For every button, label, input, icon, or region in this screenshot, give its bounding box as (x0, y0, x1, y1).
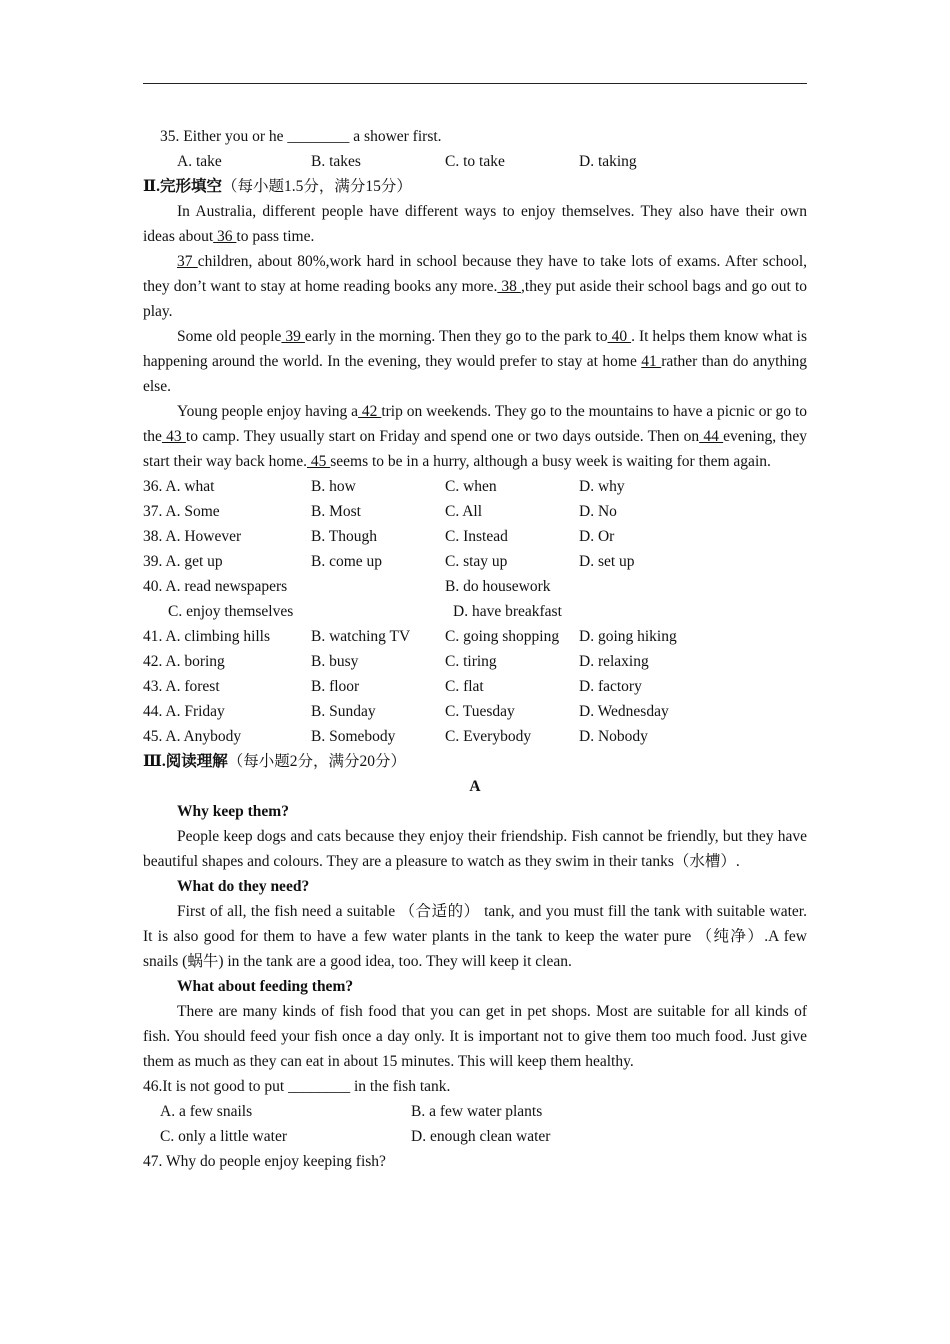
answer-option: 43. A. forest (143, 678, 220, 695)
answer-option: 38. A. However (143, 528, 242, 545)
question-row (143, 524, 807, 549)
answer-option: 36. A. what (143, 478, 215, 495)
passage-text: to pass time. (236, 228, 315, 245)
passage-text: evening, they start their way back home. (143, 428, 808, 470)
blank: 42 (358, 403, 382, 420)
passage-text: seems to be in a hurry, although a busy week is waiting for them again. (330, 453, 771, 470)
answer-option: D. have breakfast (453, 603, 562, 620)
question-row (143, 599, 807, 624)
section2-title: Ⅱ.完形填空 (143, 178, 222, 195)
question-row (143, 499, 807, 524)
answer-option: D. set up (579, 553, 635, 570)
section3-note: （每小题2分，满分20分） (227, 753, 407, 770)
blank: 44 (699, 428, 724, 445)
answer-option: B. floor (311, 678, 360, 695)
paragraph-feeding: There are many kinds of fish food that you can get in pet shops. Most are suitable for all kinds of fish. You should feed your fish once a day only. It is important not to give them too much food. Just give them as much as they can eat in about 15 minutes. This will keep them healthy. (143, 1003, 807, 1070)
q46-option-a: A. a few snails (160, 1103, 253, 1120)
q46-option-b: B. a few water plants (411, 1103, 543, 1120)
answer-option: B. come up (311, 553, 383, 570)
worksheet-page (143, 124, 807, 1174)
q46-option-c: C. only a little water (160, 1128, 287, 1145)
answer-option: 37. A. Some (143, 503, 220, 520)
answer-option: C. All (445, 503, 483, 520)
answer-option: B. Somebody (311, 728, 396, 745)
subheading-feeding: What about feeding them? (177, 978, 354, 995)
section2-note: （每小题1.5分，满分15分） (221, 178, 412, 195)
answer-option: D. No (579, 503, 617, 520)
answer-option: 40. A. read newspapers (143, 578, 288, 595)
answer-option: B. do housework (445, 578, 551, 595)
answer-option: 44. A. Friday (143, 703, 225, 720)
passage-text: early in the morning. Then they go to the park to (304, 328, 608, 345)
passage-label: A (469, 778, 481, 795)
blank: 37 (177, 253, 198, 270)
answer-option: C. Instead (445, 528, 508, 545)
q46-options-row2 (143, 1124, 807, 1149)
question-row (143, 549, 807, 574)
q35-option-b: B. takes (311, 153, 361, 170)
passage-text: Young people enjoy having a (177, 403, 359, 420)
blank: 41 (641, 353, 662, 370)
answer-option: C. going shopping (445, 628, 560, 645)
answer-option: D. relaxing (579, 653, 649, 670)
q35-option-d: D. taking (579, 153, 637, 170)
answer-option: D. going hiking (579, 628, 677, 645)
q46-stem: 46.It is not good to put ________ in the fish tank. (143, 1078, 451, 1095)
answer-option: C. enjoy themselves (168, 603, 294, 620)
answer-option: B. busy (311, 653, 359, 670)
passage-text: Some old people (177, 328, 282, 345)
cloze-passage (143, 199, 807, 474)
cloze-questions (143, 474, 807, 749)
question-row (143, 674, 807, 699)
blank: 40 (607, 328, 632, 345)
answer-option: C. Everybody (445, 728, 532, 745)
answer-option: C. stay up (445, 553, 508, 570)
blank: 38 (497, 278, 522, 295)
cloze-paragraph (143, 399, 807, 474)
q35-option-a: A. take (177, 153, 222, 170)
answer-option: D. why (579, 478, 625, 495)
q47-stem: 47. Why do people enjoy keeping fish? (143, 1153, 386, 1170)
header-rule (143, 83, 807, 84)
question-row (143, 649, 807, 674)
answer-option: D. factory (579, 678, 642, 695)
blank: 45 (306, 453, 331, 470)
paragraph-why-keep: People keep dogs and cats because they enjoy their friendship. Fish cannot be friendly, but they have beautiful shapes and colours. They are a pleasure to watch as they swim in their tanks（水槽）. (143, 828, 807, 870)
passage-text: . It helps them know what is happening around the world. In the evening, they would prefer to stay at home (143, 328, 808, 370)
answer-option: C. when (445, 478, 497, 495)
section3-title: Ⅲ.阅读理解 (143, 753, 228, 770)
answer-option: 45. A. Anybody (143, 728, 242, 745)
q46-options-row1 (143, 1099, 807, 1124)
passage-text: rather than do anything else. (143, 353, 807, 395)
cloze-paragraph (143, 324, 807, 399)
cloze-paragraph (143, 199, 807, 249)
blank: 36 (213, 228, 237, 245)
answer-option: B. Sunday (311, 703, 376, 720)
blank: 39 (281, 328, 305, 345)
q35-stem: 35. Either you or he ________ a shower first. (160, 128, 442, 145)
subheading-what-need: What do they need? (177, 878, 310, 895)
question-row (143, 474, 807, 499)
answer-option: C. tiring (445, 653, 497, 670)
answer-option: C. Tuesday (445, 703, 515, 720)
blank: 43 (161, 428, 186, 445)
answer-option: D. Wednesday (579, 703, 669, 720)
passage-text: trip on weekends. They go to the mountains to have a picnic or go to the (143, 403, 807, 445)
question-row (143, 724, 807, 749)
q35-option-c: C. to take (445, 153, 505, 170)
answer-option: C. flat (445, 678, 484, 695)
question-row (143, 624, 807, 649)
q46-option-d: D. enough clean water (411, 1128, 551, 1145)
question-row (143, 699, 807, 724)
passage-text: ,they put aside their school bags and go out to play. (143, 278, 808, 320)
section2-heading (143, 174, 807, 199)
question-row (143, 574, 807, 599)
passage-text: In Australia, different people have different ways to enjoy themselves. They also have their own ideas about (143, 203, 807, 245)
answer-option: 42. A. boring (143, 653, 225, 670)
subheading-why-keep: Why keep them? (177, 803, 289, 820)
cloze-paragraph (143, 249, 807, 324)
passage-text: children, about 80%,work hard in school because they have to take lots of exams. After school, they don’t want to stay at home reading books any more. (143, 253, 808, 295)
answer-option: 41. A. climbing hills (143, 628, 271, 645)
answer-option: B. watching TV (311, 628, 411, 645)
answer-option: 39. A. get up (143, 553, 223, 570)
section3-heading (143, 749, 807, 774)
answer-option: B. Though (311, 528, 378, 545)
passage-text: to camp. They usually start on Friday and spend one or two days outside. Then on (185, 428, 700, 445)
answer-option: D. Or (579, 528, 615, 545)
answer-option: B. how (311, 478, 356, 495)
q35-options (143, 149, 807, 174)
paragraph-what-need: First of all, the fish need a suitable （合适的） tank, and you must fill the tank with suitable water. It is also good for them to have a few water plants in the tank to keep the water pure （纯净）.A few snails (蜗牛) in the tank are a good idea, too. They will keep it clean. (143, 903, 807, 970)
answer-option: B. Most (311, 503, 361, 520)
answer-option: D. Nobody (579, 728, 648, 745)
